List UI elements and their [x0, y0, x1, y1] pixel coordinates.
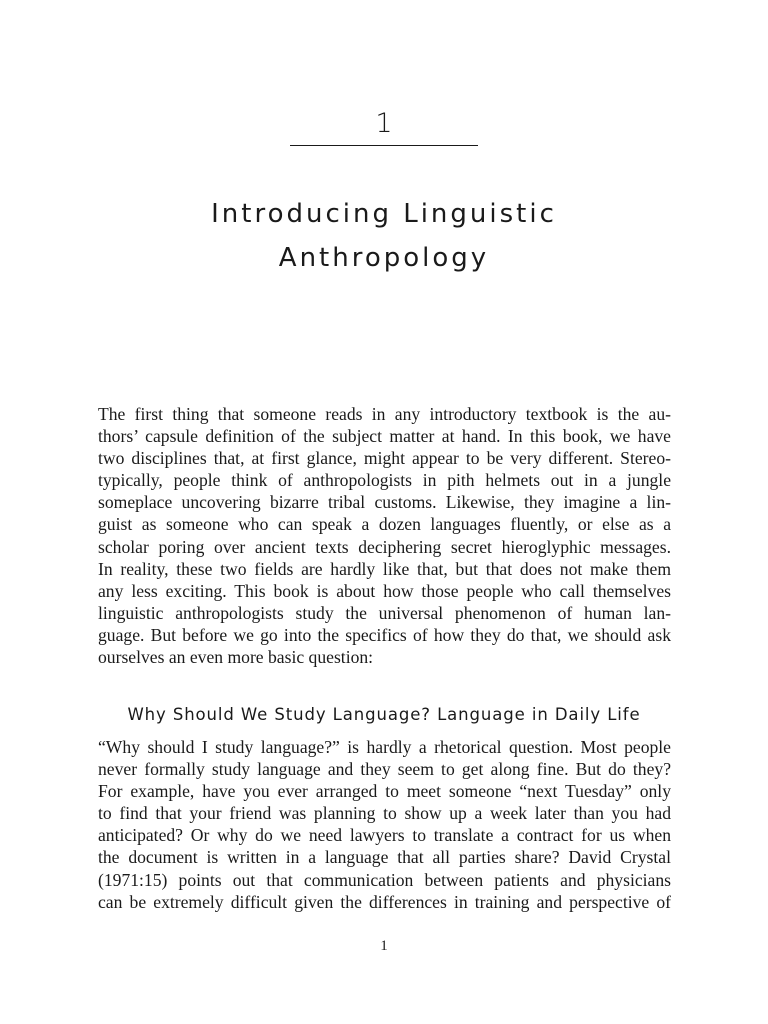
chapter-divider-rule [290, 145, 478, 146]
paragraph-line: guage. But before we go into the specifics of how they do that, we should ask [98, 624, 671, 645]
paragraph-line: any less exciting. This book is about how those people who call themselves [98, 580, 671, 601]
page-number: 1 [380, 938, 388, 954]
chapter-title [0, 192, 768, 280]
section-paragraph [98, 736, 671, 913]
paragraph-line: The first thing that someone reads in any introductory textbook is the au- [98, 404, 671, 424]
paragraph-line: two disciplines that, at first glance, might appear to be very different. Stereo- [98, 448, 671, 469]
chapter-number: 1 [375, 108, 393, 139]
paragraph-line: ourselves an even more basic question: [98, 647, 374, 668]
paragraph-line: to find that your friend was planning to show up a week later than you had [98, 803, 671, 824]
paragraph-line: scholar poring over ancient texts deciphering secret hieroglyphic messages. [98, 536, 671, 557]
chapter-title-line: Introducing Linguistic [211, 199, 557, 229]
intro-paragraph [98, 403, 671, 668]
paragraph-line: thors’ capsule definition of the subject matter at hand. In this book, we have [98, 426, 671, 447]
paragraph-line: can be extremely difficult given the differences in training and perspective of [98, 891, 671, 912]
paragraph-line: “Why should I study language?” is hardly a rhetorical question. Most people [98, 737, 671, 757]
section-heading: Why Should We Study Language? Language in Daily Life [127, 705, 641, 724]
paragraph-line: typically, people think of anthropologists in pith helmets out in a jungle [98, 470, 671, 491]
paragraph-line: someplace uncovering bizarre tribal customs. Likewise, they imagine a lin- [98, 492, 671, 513]
paragraph-line: linguistic anthropologists study the universal phenomenon of human lan- [98, 602, 671, 623]
paragraph-line: anticipated? Or why do we need lawyers to translate a contract for us when [98, 825, 671, 846]
paragraph-line: In reality, these two fields are hardly like that, but that does not make them [98, 558, 671, 579]
paragraph-line: never formally study language and they seem to get along fine. But do they? [98, 759, 671, 780]
paragraph-line: guist as someone who can speak a dozen languages fluently, or else as a [98, 514, 671, 535]
paragraph-line: (1971:15) points out that communication between patients and physicians [98, 869, 671, 890]
paragraph-line: the document is written in a language that all parties share? David Crystal [98, 847, 671, 868]
paragraph-line: For example, have you ever arranged to meet someone “next Tuesday” only [98, 781, 671, 802]
chapter-title-line: Anthropology [278, 243, 490, 273]
